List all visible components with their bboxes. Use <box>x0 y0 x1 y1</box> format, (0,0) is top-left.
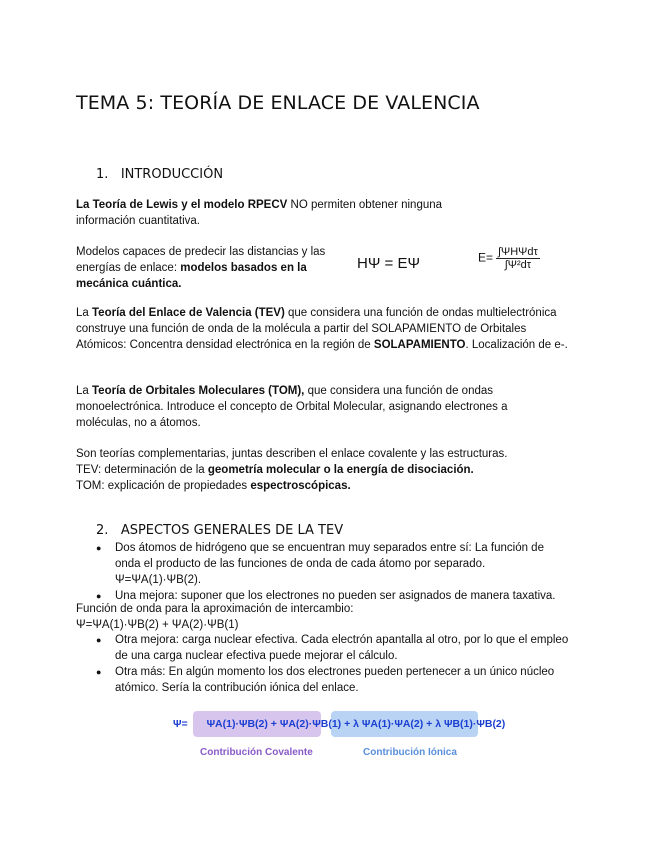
formula-lhs: Ψ= <box>173 718 188 730</box>
section-number: 2. <box>96 523 109 538</box>
page-title: TEMA 5: TEORÍA DE ENLACE DE VALENCIA <box>76 92 480 114</box>
ionic-term: λ ΨA(1)·ΨA(2) + λ ΨB(1)·ΨB(2) <box>353 718 506 730</box>
wavefunction-formula <box>173 718 505 730</box>
text-line: Son teorías complementarias, juntas describen el enlace covalente y las estructuras. <box>76 448 508 460</box>
bold-text: SOLAPAMIENTO <box>373 339 466 351</box>
bold-text: geometría molecular o la energía de disociación. <box>207 464 474 476</box>
paragraph-tev <box>76 305 572 353</box>
bold-text: Teoría del Enlace de Valencia (TEV) <box>92 307 285 319</box>
exchange-approximation <box>76 601 576 633</box>
section-title: INTRODUCCIÓN <box>120 167 224 182</box>
caption-ionic: Contribución Iónica <box>363 747 457 758</box>
list-item: ● Dos átomos de hidrógeno que se encuentran muy separados entre sí: La función de onda el producto de las funciones de onda de cada átomo por separado. Ψ=ΨA(1)·ΨB(2). <box>96 540 571 588</box>
text: TEV: determinación de la <box>76 464 208 476</box>
text-line <box>76 478 576 494</box>
list-item: ● Otra más: En algún momento los dos electrones pueden pertenecer a un único núcleo atómico. Sería la contribución iónica del enlace. <box>96 664 571 696</box>
section-title: ASPECTOS GENERALES DE LA TEV <box>120 523 344 538</box>
text: . Localización de e-. <box>465 339 568 351</box>
bold-text: Teoría de Orbitales Moleculares (TOM), <box>92 385 305 397</box>
section-1-heading <box>96 167 223 182</box>
text-line <box>76 462 576 478</box>
text: NO permiten obtener ninguna información cuantitativa. <box>76 199 443 227</box>
caption-covalent: Contribución Covalente <box>200 747 313 758</box>
paragraph-models <box>76 244 341 292</box>
bold-text: La Teoría de Lewis y el modelo RPECV <box>76 199 288 211</box>
energy-fraction <box>496 246 540 271</box>
text: La <box>76 385 92 397</box>
paragraph-tom <box>76 383 536 431</box>
bullet-list-2 <box>96 632 571 696</box>
bullet-list-1 <box>96 540 571 604</box>
energy-equation <box>478 246 540 271</box>
schrodinger-equation: HΨ = EΨ <box>357 255 420 272</box>
text: que considera una función de ondas multielectrónica construye una función de onda de la molécula a partir del SOLAPAMIENTO de Orbitales Atómicos: Concentra densidad electrónica en la región de <box>76 307 557 351</box>
covalent-term: ΨA(1)·ΨB(2) + ΨA(2)·ΨB(1) <box>206 718 342 730</box>
list-item: ● Otra mejora: carga nuclear efectiva. Cada electrón apantalla al otro, por lo que el empleo de una carga nuclear efectiva puede mejorar el cálculo. <box>96 632 571 664</box>
text-line: Ψ=ΨA(1)·ΨB(2) + ΨA(2)·ΨB(1) <box>76 619 239 631</box>
fraction-numerator: ∫ΨHΨdτ <box>498 246 538 258</box>
formula-plus: + <box>344 718 351 730</box>
text: que considera una función de ondas monoelectrónica. Introduce el concepto de Orbital Molecular, asignando electrones a moléculas, no a átomos. <box>76 385 508 429</box>
energy-lhs: E= <box>478 250 494 265</box>
section-number: 1. <box>96 167 109 182</box>
section-2-heading <box>96 523 343 538</box>
bold-text: espectroscópicas. <box>250 480 351 492</box>
text: TOM: explicación de propiedades <box>76 480 251 492</box>
text: La <box>76 307 92 319</box>
fraction-denominator: ∫Ψ²dτ <box>504 259 532 271</box>
list-item: ● Una mejora: suponer que los electrones no pueden ser asignados de manera taxativa. <box>96 588 571 604</box>
paragraph-lewis <box>76 197 466 229</box>
text: Modelos capaces de predecir las distancias y las energías de enlace: <box>76 246 326 274</box>
bold-text: modelos basados en la mecánica cuántica. <box>76 262 307 290</box>
paragraph-complementary <box>76 446 576 494</box>
text-line: Función de onda para la aproximación de intercambio: <box>76 603 354 615</box>
